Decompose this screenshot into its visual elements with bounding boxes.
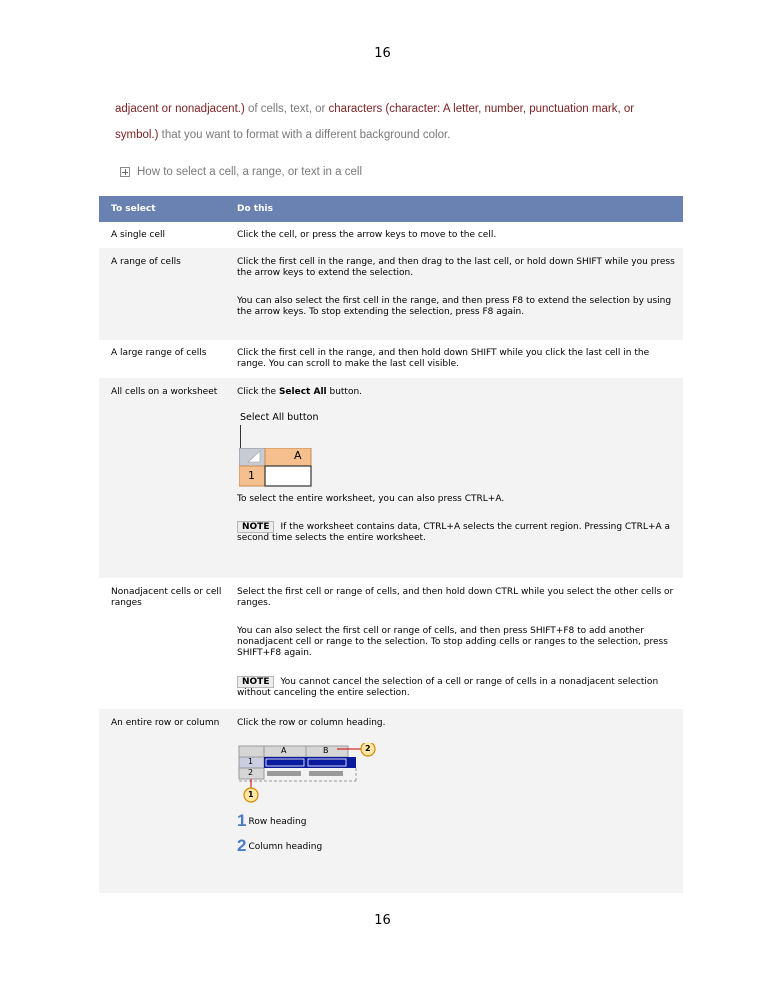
term-characters-link[interactable]: characters (character: A letter, number, punctuation mark, or	[328, 103, 635, 115]
callout-item	[237, 811, 677, 830]
select-all-col-heading: A	[294, 449, 302, 462]
select-all-term: Select All	[278, 387, 327, 397]
table-row	[99, 709, 683, 893]
row-2-heading[interactable]: 2	[248, 768, 254, 777]
note-paragraph	[237, 676, 677, 699]
expand-section-label[interactable]: How to select a cell, a range, or text in a cell	[137, 166, 362, 178]
select-all-figure	[237, 412, 327, 482]
row-1-heading[interactable]: 1	[248, 757, 254, 766]
select-all-row-heading: 1	[248, 469, 255, 482]
row-instruction: Click the cell, or press the arrow keys to move to the cell.	[237, 230, 497, 240]
row-instruction: Select the first cell or range of cells, and then hold down CTRL while you select the other cells or ranges.	[237, 587, 674, 608]
callout-1-badge: 1	[248, 790, 254, 799]
row-instruction: To select the entire worksheet, you can also press CTRL+A.	[237, 494, 505, 504]
intro-text: that you want to format with a different background color.	[158, 129, 451, 141]
intro-paragraph	[115, 96, 675, 148]
table-row	[99, 378, 683, 578]
callout-item	[237, 836, 677, 855]
term-symbol-link[interactable]: symbol.)	[115, 129, 159, 141]
table-row	[99, 340, 683, 378]
callout-2-badge: 2	[365, 744, 371, 753]
note-tag: NOTE	[237, 676, 274, 688]
callout-number: 2	[237, 836, 247, 855]
table-header	[99, 196, 683, 222]
row-instruction: Click the Select All button.	[237, 387, 363, 397]
callout-text: Row heading	[248, 817, 307, 827]
col-b-heading[interactable]: B	[323, 746, 329, 755]
selection-table	[99, 196, 683, 893]
expand-plus-icon[interactable]	[120, 167, 130, 177]
table-row	[99, 578, 683, 709]
note-tag: NOTE	[237, 521, 274, 533]
callout-line	[240, 425, 241, 449]
page-number-bottom: 16	[374, 913, 391, 928]
row-instruction: You can also select the first cell in the range, and then press F8 to extend the selection by using the arrow keys. To stop extending the selection, press F8 again.	[237, 296, 672, 317]
row-instruction: You can also select the first cell or range of cells, and then press SHIFT+F8 to add another nonadjacent cell or range to the selection. To stop adding cells or ranges to the selection, press SHIFT+F8 again.	[237, 626, 668, 658]
term-adjacent-link[interactable]: adjacent or nonadjacent.)	[115, 103, 245, 115]
col-a-heading[interactable]: A	[281, 746, 287, 755]
select-all-figure-label: Select All button	[240, 412, 319, 423]
row-instruction: Click the first cell in the range, and then drag to the last cell, or hold down SHIFT while you press the arrow keys to extend the selection.	[237, 257, 675, 278]
callout-text: Column heading	[248, 842, 323, 852]
row-column-figure-drawing	[237, 743, 397, 813]
callout-number: 1	[237, 811, 247, 830]
header-do-this: Do this	[237, 203, 273, 214]
page-number-top: 16	[374, 46, 391, 61]
row-select-label: A large range of cells	[111, 348, 207, 358]
header-to-select: To select	[111, 203, 156, 214]
row-select-label: A single cell	[111, 230, 166, 240]
intro-text: of cells, text, or	[244, 103, 329, 115]
table-row	[99, 222, 683, 248]
row-instruction: Click the first cell in the range, and then hold down SHIFT while you click the last cell in the range. You can scroll to make the last cell visible.	[237, 348, 650, 369]
note-paragraph	[237, 521, 677, 544]
expand-section-toggle[interactable]	[120, 166, 362, 178]
row-select-label: All cells on a worksheet	[111, 387, 218, 397]
row-column-figure	[237, 743, 397, 813]
row-select-label: A range of cells	[111, 257, 181, 267]
note-text: If the worksheet contains data, CTRL+A selects the current region. Pressing CTRL+A a second time selects the entire worksheet.	[237, 522, 671, 543]
table-row	[99, 248, 683, 340]
note-text: You cannot cancel the selection of a cell or range of cells in a nonadjacent selection without canceling the entire selection.	[237, 677, 659, 698]
row-select-label: Nonadjacent cells or cell ranges	[111, 587, 222, 608]
row-instruction: Click the row or column heading.	[237, 718, 386, 728]
row-select-label: An entire row or column	[111, 718, 220, 728]
